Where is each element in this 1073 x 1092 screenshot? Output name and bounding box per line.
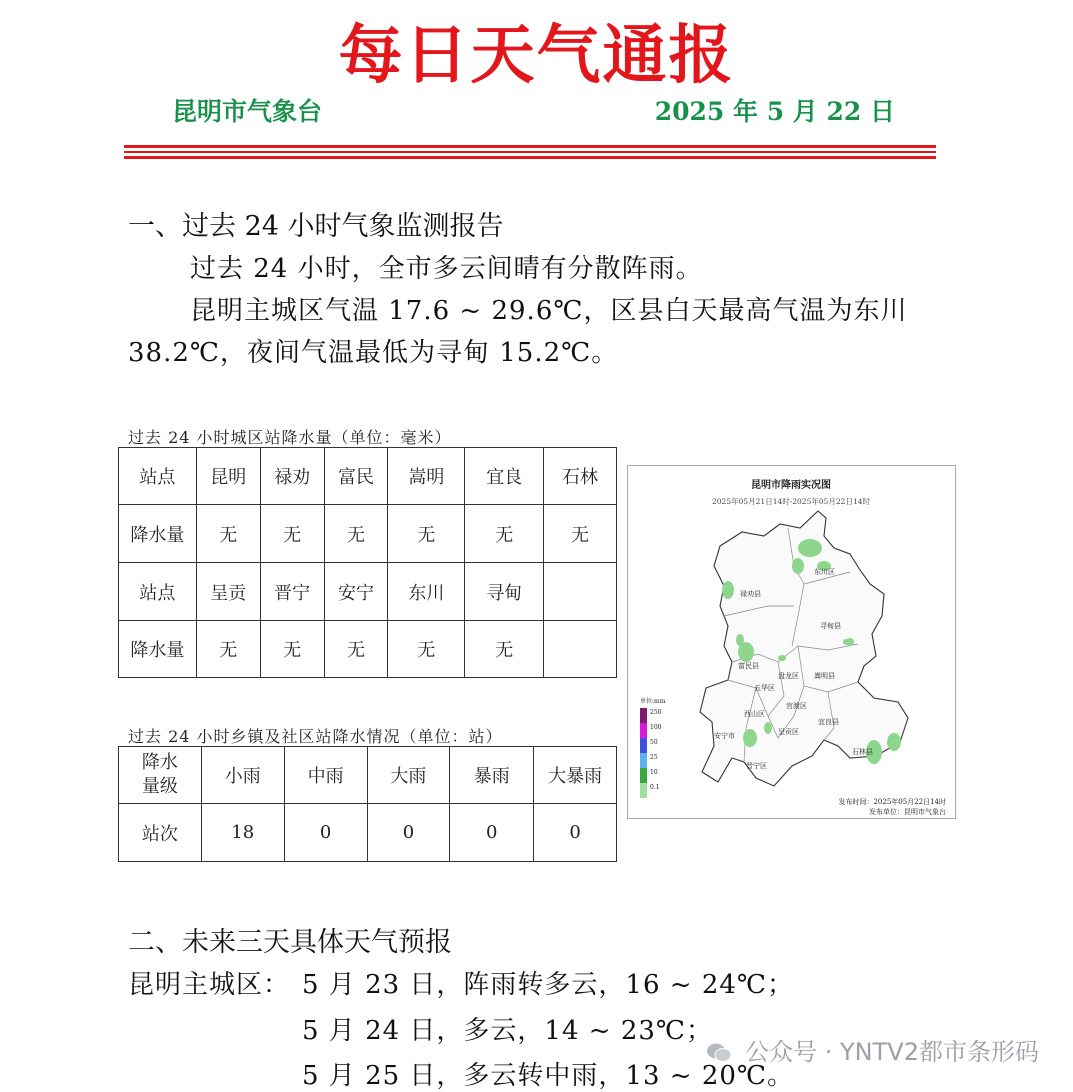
legend-swatch	[640, 768, 647, 783]
district-label: 寻甸县	[820, 622, 841, 630]
district-label: 禄劝县	[740, 590, 761, 598]
table-header-cell: 中雨	[284, 747, 367, 804]
forecast-line: 5 月 24 日，多云，14 ~ 23℃；	[302, 1016, 713, 1046]
wechat-icon	[706, 1042, 732, 1064]
legend-swatch	[640, 783, 647, 798]
table-header-cell: 大暴雨	[534, 747, 617, 804]
table-cell: 降水量	[119, 621, 197, 678]
district-label: 石林县	[852, 748, 873, 756]
rainfall-map	[627, 465, 956, 819]
district-label: 晋宁区	[746, 762, 767, 770]
map-legend	[640, 697, 666, 798]
table-cell: 无	[324, 505, 388, 563]
map-title: 昆明市降雨实况图	[751, 480, 831, 491]
header-rule-top	[124, 145, 936, 148]
table-cell: 无	[388, 505, 465, 563]
district-label: 宜良县	[818, 718, 839, 726]
header-rule-bottom	[124, 156, 936, 159]
watermark	[706, 1032, 1040, 1067]
table-cell: 晋宁	[260, 563, 324, 621]
table-header-cell: 暴雨	[450, 747, 534, 804]
table-cell: 安宁	[324, 563, 388, 621]
township-precip-table	[118, 746, 617, 862]
table-cell: 宜良	[465, 448, 544, 505]
legend-title: 单位:mm	[640, 698, 666, 705]
watermark-text: 公众号 · YNTV2都市条形码	[745, 1038, 1039, 1066]
district-label: 安宁市	[714, 732, 735, 740]
table-cell: 东川	[388, 563, 465, 621]
table-cell: 无	[260, 621, 324, 678]
table-row	[119, 621, 617, 678]
table-cell: 无	[324, 621, 388, 678]
table-cell: 18	[201, 804, 284, 862]
table-cell: 无	[465, 621, 544, 678]
legend-swatch	[640, 723, 647, 738]
section1-heading: 一、过去 24 小时气象监测报告	[128, 211, 504, 242]
report-date: 2025 年 5 月 22 日	[654, 97, 895, 126]
table-header-cell: 大雨	[367, 747, 450, 804]
organization-name: 昆明市气象台	[172, 97, 323, 126]
legend-swatch	[640, 738, 647, 753]
district-label: 五华区	[754, 684, 775, 692]
district-label: 官渡区	[786, 702, 807, 710]
legend-label: 100	[650, 724, 662, 731]
table-cell: 0	[367, 804, 450, 862]
table-header-cell: 降水 量级	[119, 747, 202, 804]
legend-label: 0.1	[650, 784, 660, 791]
legend-swatch	[640, 708, 647, 723]
table2-caption: 过去 24 小时乡镇及社区站降水情况（单位：站）	[128, 727, 503, 746]
map-footer-org: 发布单位：昆明市气象台	[869, 808, 946, 816]
city-station-precip-table	[118, 447, 617, 678]
table-cell: 站点	[119, 448, 197, 505]
report-title: 每日天气通报	[338, 18, 735, 93]
district-label: 嵩明县	[814, 672, 835, 680]
legend-swatches	[640, 708, 662, 798]
table-cell	[544, 621, 617, 678]
table-cell: 无	[465, 505, 544, 563]
table-cell: 无	[196, 505, 260, 563]
forecast-line: 5 月 23 日，阵雨转多云，16 ~ 24℃；	[302, 970, 794, 1000]
table-cell: 禄劝	[260, 448, 324, 505]
forecast-line: 5 月 25 日，多云转中雨，13 ~ 20℃。	[302, 1061, 794, 1091]
forecast-label: 昆明主城区：	[128, 970, 291, 1000]
table-cell: 石林	[544, 448, 617, 505]
table-cell: 0	[450, 804, 534, 862]
legend-label: 10	[650, 769, 658, 776]
table-row	[119, 563, 617, 621]
map-footer-time: 发布时间：2025年05月22日14时	[838, 798, 946, 806]
table-cell: 0	[284, 804, 367, 862]
table-row	[119, 505, 617, 563]
table-cell: 站次	[119, 804, 202, 862]
district-label: 西山区	[744, 710, 765, 718]
rainfall-map-svg	[628, 466, 955, 818]
table-cell	[544, 563, 617, 621]
table-header-cell: 小雨	[201, 747, 284, 804]
district-label: 呈贡区	[778, 728, 799, 736]
district-label: 盘龙区	[778, 672, 799, 680]
table-row	[119, 747, 617, 804]
map-subtitle: 2025年05月21日14时-2025年05月22日14时	[712, 497, 870, 506]
table-cell: 嵩明	[388, 448, 465, 505]
legend-label: 250	[650, 709, 662, 716]
table-cell: 无	[196, 621, 260, 678]
table-cell: 寻甸	[465, 563, 544, 621]
table-cell: 0	[534, 804, 617, 862]
district-label: 东川区	[814, 568, 835, 576]
table-cell: 无	[260, 505, 324, 563]
section1-para-1: 过去 24 小时，全市多云间晴有分散阵雨。	[190, 254, 703, 284]
district-label: 富民县	[738, 662, 759, 670]
section1-body	[128, 248, 948, 374]
section1-para-2: 昆明主城区气温 17.6 ~ 29.6℃，区县白天最高气温为东川 38.2℃，夜间气温最低为寻甸 15.2℃。	[128, 296, 908, 368]
table-cell: 呈贡	[196, 563, 260, 621]
legend-label: 25	[650, 754, 658, 761]
table-cell: 站点	[119, 563, 197, 621]
legend-swatch	[640, 753, 647, 768]
header-rule-middle	[124, 151, 936, 153]
table-cell: 降水量	[119, 505, 197, 563]
table-cell: 无	[544, 505, 617, 563]
table-cell: 无	[388, 621, 465, 678]
table-cell: 富民	[324, 448, 388, 505]
section2-heading: 二、未来三天具体天气预报	[128, 927, 452, 958]
legend-label: 50	[650, 739, 658, 746]
table-row	[119, 448, 617, 505]
table-cell: 昆明	[196, 448, 260, 505]
table-row	[119, 804, 617, 862]
table1-caption: 过去 24 小时城区站降水量（单位：毫米）	[128, 428, 452, 447]
